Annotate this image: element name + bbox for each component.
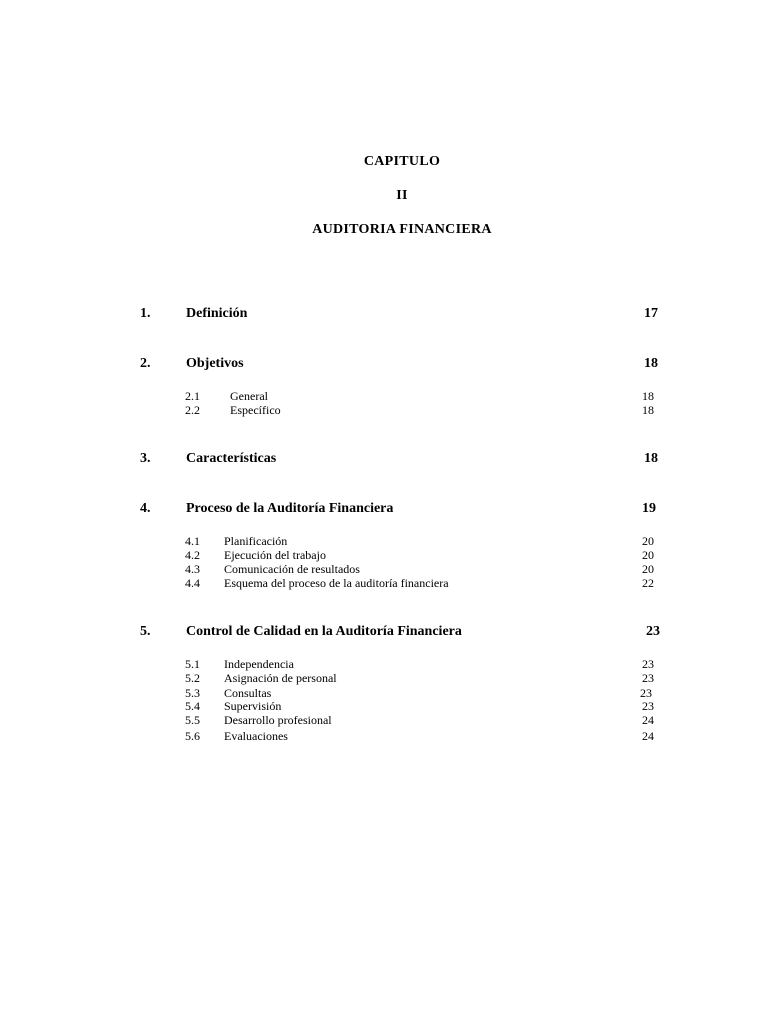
toc-subsection-page: 24	[642, 713, 654, 727]
toc-subsection-page: 24	[642, 729, 654, 743]
toc-subsection-title: Asignación de personal	[224, 671, 337, 685]
toc-subsection-page: 18	[642, 403, 654, 417]
toc-subsection-number: 5.6	[185, 729, 200, 743]
toc-section-title: Proceso de la Auditoría Financiera	[186, 501, 394, 516]
toc-section-title: Control de Calidad en la Auditoría Financiera	[186, 624, 462, 639]
toc-section-number: 2.	[140, 356, 151, 371]
toc-section-number: 1.	[140, 306, 151, 321]
toc-section-page: 23	[646, 624, 660, 639]
toc-subsection-number: 5.1	[185, 657, 200, 671]
toc-subsection-page: 18	[642, 389, 654, 403]
toc-subsection-number: 2.2	[185, 403, 200, 417]
toc-subsection-number: 2.1	[185, 389, 200, 403]
toc-subsection-title: Supervisión	[224, 699, 282, 713]
toc-subsection-title: Ejecución del trabajo	[224, 548, 326, 562]
toc-section-title: Características	[186, 451, 277, 466]
toc-subsection-title: Desarrollo profesional	[224, 713, 332, 727]
toc-subsection-title: Comunicación de resultados	[224, 562, 360, 576]
toc-subsection-page: 20	[642, 562, 654, 576]
toc-subsection-page: 23	[642, 699, 654, 713]
toc-section-page: 17	[644, 306, 658, 321]
toc-subsection-page: 23	[642, 671, 654, 685]
toc-section-title: Objetivos	[186, 356, 244, 371]
toc-section-page: 19	[642, 501, 656, 516]
toc-subsection-number: 5.4	[185, 699, 200, 713]
toc-subsection-page: 23	[640, 686, 652, 700]
toc-subsection-number: 4.3	[185, 562, 200, 576]
toc-subsection-page: 20	[642, 534, 654, 548]
toc-subsection-title: Independencia	[224, 657, 294, 671]
toc-subsection-page: 20	[642, 548, 654, 562]
toc-section-page: 18	[644, 356, 658, 371]
toc-section-number: 5.	[140, 624, 151, 639]
toc-subsection-number: 4.1	[185, 534, 200, 548]
toc-subsection-title: Consultas	[224, 686, 272, 700]
toc-subsection-number: 5.2	[185, 671, 200, 685]
toc-subsection-title: Planificación	[224, 534, 288, 548]
chapter-title: AUDITORIA FINANCIERA	[312, 222, 492, 237]
toc-subsection-page: 23	[642, 657, 654, 671]
toc-subsection-title: Específico	[230, 403, 281, 417]
toc-subsection-number: 5.3	[185, 686, 200, 700]
toc-subsection-title: General	[230, 389, 268, 403]
toc-section-title: Definición	[186, 306, 248, 321]
toc-subsection-number: 5.5	[185, 713, 200, 727]
toc-subsection-title: Evaluaciones	[224, 729, 288, 743]
chapter-label: CAPITULO	[363, 154, 441, 169]
toc-section-number: 3.	[140, 451, 151, 466]
toc-subsection-number: 4.2	[185, 548, 200, 562]
toc-section-page: 18	[644, 451, 658, 466]
chapter-number: II	[396, 188, 408, 203]
toc-subsection-title: Esquema del proceso de la auditoría financiera	[224, 576, 449, 590]
toc-subsection-page: 22	[642, 576, 654, 590]
toc-subsection-number: 4.4	[185, 576, 200, 590]
toc-section-number: 4.	[140, 501, 151, 516]
